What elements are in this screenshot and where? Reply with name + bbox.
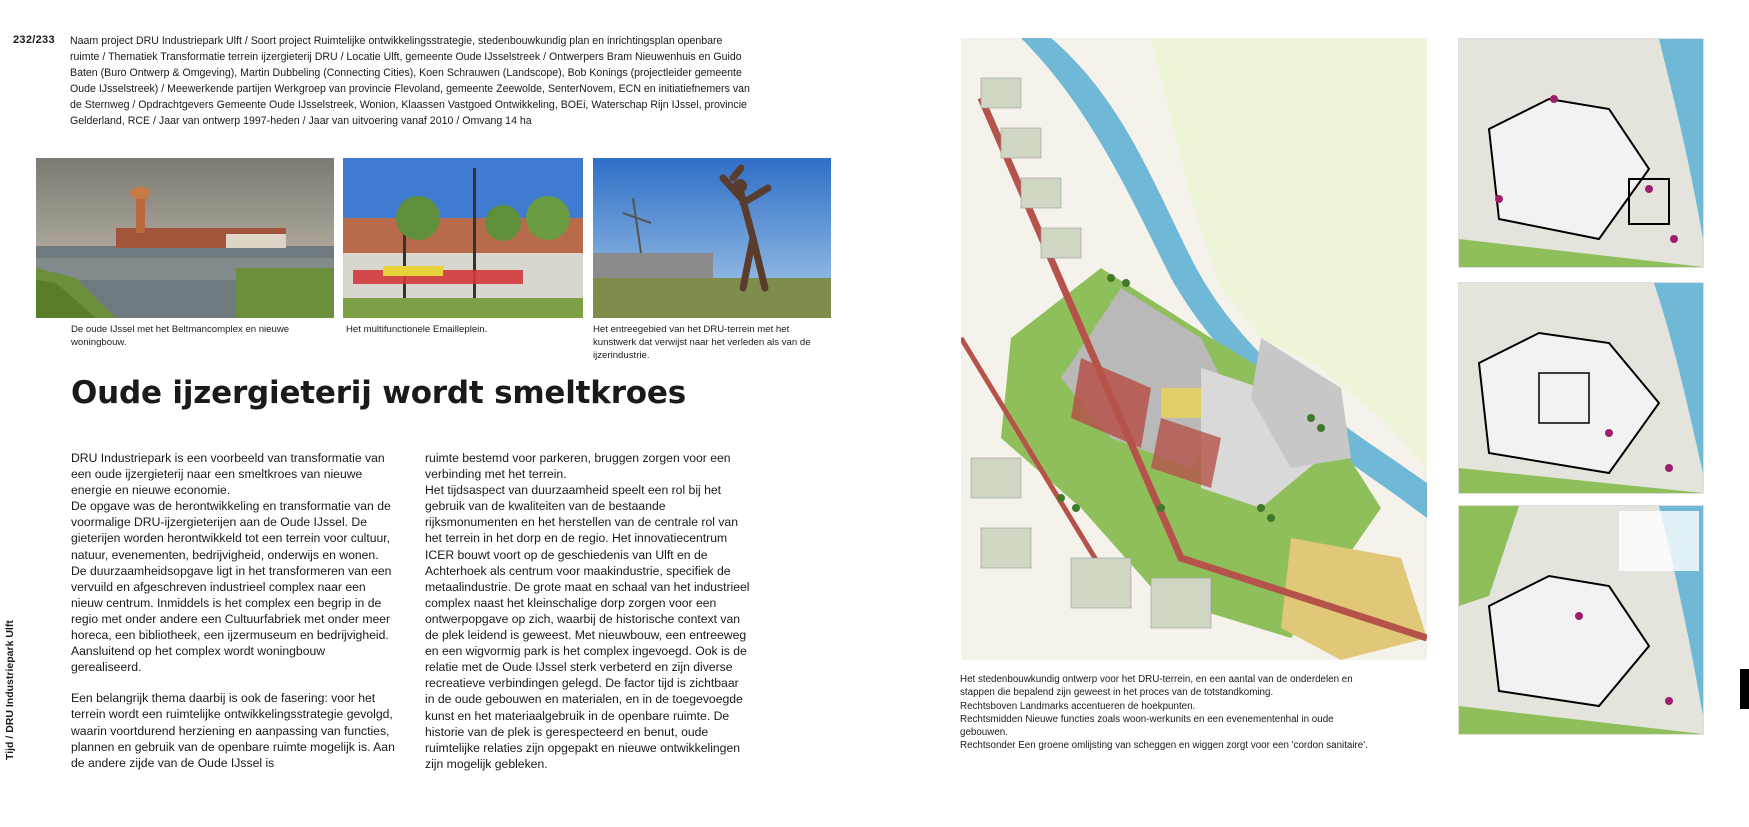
plan-caption-line: Rechtsmidden Nieuwe functies zoals woon-werkunits en een evenementenhal in oude gebouwen. xyxy=(960,713,1334,739)
plan-caption-line: Rechtsonder Een groene omlijsting van scheggen en wiggen zorgt voor een 'cordon sanitaire'. xyxy=(960,740,1368,752)
photo-entree-kunstwerk xyxy=(593,158,831,318)
paragraph: De opgave was de herontwikkeling en transformatie van de voormalige DRU-ijzergieterijen aan de Oude IJssel. De gieterijen worden herontwikkeld tot een terrein voor cultuur, natuur, evenementen, bedrijvigheid, onderwijs en wonen. De duurzaamheidsopgave ligt in het transformeren van een vervuild en afgeschreven industrieel complex naar een nieuw centrum. Inmiddels is het complex een begrip in de regio met onder andere een Cultuurfabriek met onder meer horeca, een bibliotheek, een ijzermuseum en bedrijvigheid. Aansluitend op het complex wordt woningbouw gerealiseerd. xyxy=(71,499,392,675)
photo-emailleplein xyxy=(343,158,583,318)
master-plan-map xyxy=(961,38,1427,660)
article-title: Oude ijzergieterij wordt smeltkroes xyxy=(71,375,686,411)
plan-caption-line: Rechtsboven Landmarks accentueren de hoekpunten. xyxy=(960,700,1196,712)
project-credits: Naam project DRU Industriepark Ulft / Soort project Ruimtelijke ontwikkelingsstrategie, stedenbouwkundig plan en inrichtingsplan openbare ruimte / Thematiek Transformatie terrein ijzergieterij DRU / Locatie Ulft, gemeente Oude IJsselstreek / Ontwerpers Bram Nieuwenhuis en Guido Baten (Buro Ontwerp & Omgeving), Martin Dubbeling (Connecting Cities), Koen Schrauwen (Landscope), Bob Konings (projectleider gemeente Oude IJsselstreek) / Meewerkende partijen Werkgroep van provincie Flevoland, gemeente Zeewolde, SenterNovem, ECN en initiatiefnemers van de Sternweg / Opdrachtgevers Gemeente Oude IJsselstreek, Wonion, Klaassen Vastgoed Ontwikkeling, BOEi, Waterschap Rijn IJssel, provincie Gelderland, RCE / Jaar van ontwerp 1997-heden / Jaar van uitvoering vanaf 2010 / Omvang 14 ha xyxy=(70,35,750,127)
page-number: 232/233 xyxy=(13,34,55,46)
photo-caption-2: Het multifunctionele Emailleplein. xyxy=(346,324,488,335)
detail-plan-new-functions xyxy=(1458,282,1704,494)
plan-caption-line: Het stedenbouwkundig ontwerp voor het DRU-terrein, en een aantal van de onderdelen en stappen die bepalend zijn geweest in het proces van de totstandkoming. xyxy=(960,674,1353,699)
plan-caption xyxy=(960,673,1380,753)
paragraph: ruimte bestemd voor parkeren, bruggen zorgen voor een verbinding met het terrein. xyxy=(425,451,731,482)
photo-caption-3: Het entreegebied van het DRU-terrein met het kunstwerk dat verwijst naar het verleden als van de ijzerindustrie. xyxy=(593,324,811,361)
article-column-1 xyxy=(71,450,396,771)
photo-river-beltman xyxy=(36,158,334,318)
paragraph: Een belangrijk thema daarbij is ook de fasering: voor het terrein wordt een ruimtelijke ontwikkelingsstrategie gevolgd, waarin voortdurend herziening en aanpassing van functies, plannen en gebruik van de openbare ruimte mogelijk is. Aan de andere zijde van de Oude IJssel is xyxy=(71,691,395,770)
article-column-2 xyxy=(425,450,750,772)
paragraph: DRU Industriepark is een voorbeeld van transformatie van een oude ijzergieterij naar een smeltkroes van nieuwe energie en nieuwe economie. xyxy=(71,451,385,498)
detail-plan-green-frame xyxy=(1458,505,1704,735)
running-header-vertical: Tijd / DRU Industriepark Ulft xyxy=(4,620,16,760)
detail-plan-landmarks xyxy=(1458,38,1704,268)
paragraph: Het tijdsaspect van duurzaamheid speelt een rol bij het gebruik van de kwaliteiten van de bestaande rijksmonumenten en het herstellen van de centrale rol van het terrein in het dorp en de regio. Het innovatiecentrum ICER bouwt voort op de geschiedenis van Ulft en de Achterhoek als centrum voor maakindustrie, specifiek de metaalindustrie. De grote maat en schaal van het industrieel complex naast het kleinschalige dorp zorgen voor een ontwerpopgave op zich, waarbij de historische context van de plek leidend is geweest. Met nieuwbouw, een entreeweg en een wigvormig park is het complex ingevoegd. Ook is de relatie met de Oude IJssel sterk verbeterd en zijn diverse recreatieve verbindingen gelegd. De factor tijd is zichtbaar in de oude gebouwen en materialen, en in de toegevoegde kunst en het materiaalgebruik in de openbare ruimte. De historie van de plek is gerespecteerd en benut, oude ruimtelijke relaties zijn opgepakt en nieuwe ontwikkelingen zijn mogelijk gebleken. xyxy=(425,483,750,771)
photo-caption-1: De oude IJssel met het Beltmancomplex en nieuwe woningbouw. xyxy=(71,324,290,348)
page-edge-tab xyxy=(1740,669,1749,709)
